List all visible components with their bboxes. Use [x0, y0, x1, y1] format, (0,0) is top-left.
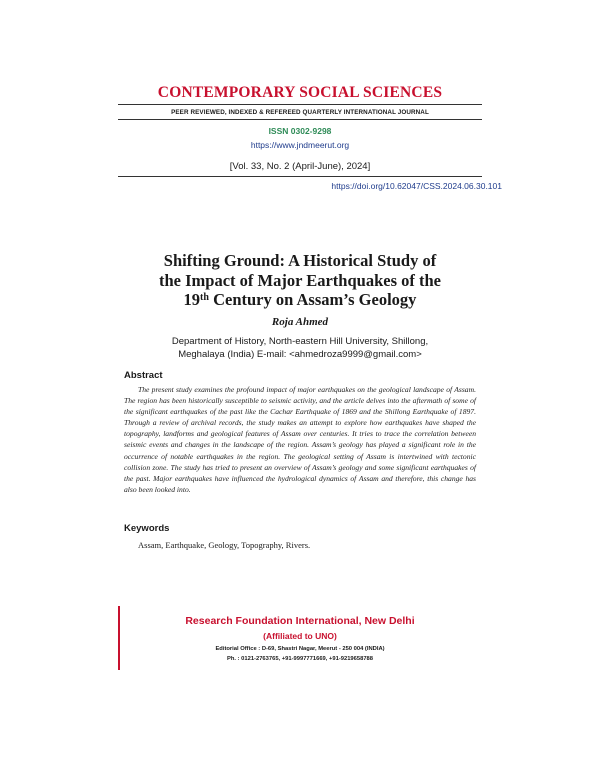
volume-info: [Vol. 33, No. 2 (April-June), 2024]: [229, 161, 371, 172]
keywords-heading: Keywords: [124, 523, 170, 534]
journal-subtitle: PEER REVIEWED, INDEXED & REFEREED QUARTERLY INTERNATIONAL JOURNAL: [171, 109, 429, 116]
editorial-office: Editorial Office : D-69, Shastri Nagar, Meerut - 250 004 (INDIA): [215, 646, 385, 652]
journal-name: CONTEMPORARY SOCIAL SCIENCES: [157, 84, 443, 101]
publisher-name: Research Foundation International, New Delhi: [185, 615, 415, 627]
affiliation-line-2: Meghalaya (India) E-mail: <ahmedroza9999@gmail.com>: [178, 349, 422, 360]
publisher-phone: Ph. : 0121-2763765, +91-9997771669, +91-9219658788: [226, 656, 373, 662]
doi-link[interactable]: https://doi.org/10.62047/CSS.2024.06.30.101: [331, 181, 502, 191]
volume-divider: [118, 176, 482, 177]
header-divider-bottom: [118, 119, 482, 120]
keywords-text: Assam, Earthquake, Geology, Topography, Rivers.: [138, 540, 311, 550]
abstract-text: The present study examines the profound impact of major earthquakes on the geological landscape of Assam. The region has been historically susceptible to seismic activity, and the article delves into the aftermath of some of the significant earthquakes of the past like the Cachar Earthquake of 1869 and the Shillong Earthquake of 1897. Through a review of archival records, the study makes an attempt to explore how earthquakes have shaped the topography, landforms and geological features of Assam over centuries. It tries to trace the correlation between seismic events and changes in the landscape of the region. Assam’s geology has played a significant role in the occurrence of notable earthquakes in the region. The geological setting of Assam is intertwined with tectonic collision zone. The study has tried to present an overview of Assam’s geology and some significant earthquakes of the past. Major earthquakes have influenced the hydrological dynamics of Assam and therefore, this change has also been looked into.: [124, 385, 476, 494]
title-superscript: th: [200, 292, 209, 303]
abstract-heading: Abstract: [124, 370, 163, 381]
issn: ISSN 0302-9298: [268, 126, 332, 136]
author-affiliation: [120, 335, 480, 361]
title-line-1: Shifting Ground: A Historical Study of: [163, 251, 437, 270]
affiliation-line-1: Department of History, North-eastern Hill University, Shillong,: [171, 336, 429, 347]
paper-title: [110, 251, 490, 310]
publisher-affiliation: (Affiliated to UNO): [263, 631, 337, 641]
title-century-number: 19: [183, 290, 201, 309]
journal-url-link[interactable]: https://www.jndmeerut.org: [250, 140, 350, 150]
title-line-3-rest: Century on Assam’s Geology: [208, 290, 417, 309]
title-line-3: [110, 290, 490, 310]
title-line-2: the Impact of Major Earthquakes of the: [158, 270, 441, 290]
header-divider-top: [118, 104, 482, 105]
author-name: Roja Ahmed: [271, 316, 329, 328]
